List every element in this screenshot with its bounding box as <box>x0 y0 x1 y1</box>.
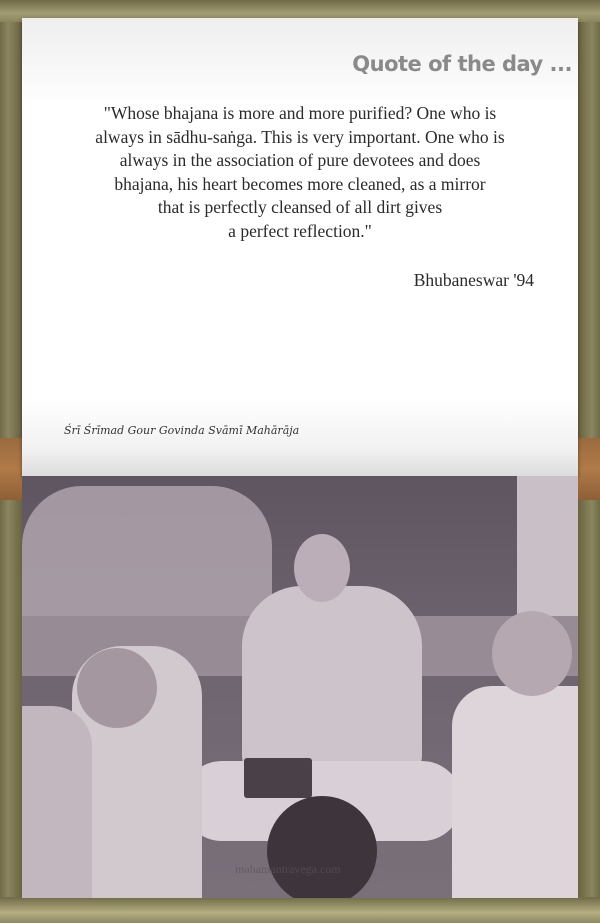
quote-text <box>62 102 538 243</box>
quote-line: a perfect reflection." <box>228 220 372 241</box>
quote-line: always in the association of pure devotees and does <box>119 150 481 170</box>
quote-place: Bhubaneswar '94 <box>413 270 534 290</box>
photo <box>22 476 578 898</box>
photo-central-figure <box>242 586 422 776</box>
photo-right-figure <box>452 686 578 898</box>
quote-line: bhajana, his heart becomes more cleaned, as a mirror <box>114 173 486 194</box>
photo-figure-right-top <box>517 476 578 616</box>
photo-central-head <box>294 534 350 602</box>
photo-book <box>244 758 312 798</box>
page-title: Quote of the day ... <box>352 52 572 76</box>
quote-line: always in sādhu-saṅga. This is very important. One who is <box>95 126 505 147</box>
photo-foreground-head <box>267 796 377 898</box>
quote-author: Śrī Śrīmad Gour Govinda Svāmī Mahārāja <box>64 424 300 437</box>
quote-line: that is perfectly cleansed of all dirt gives <box>157 197 443 217</box>
photo-watermark: mahamantravega.com <box>235 862 341 876</box>
quote-card <box>22 18 578 476</box>
frame-bottom <box>0 897 600 923</box>
photo-right-head <box>492 611 572 696</box>
photo-bottom-left-figure <box>22 706 92 898</box>
photo-arch <box>22 486 272 616</box>
quote-line: "Whose bhajana is more and more purified? One who is <box>103 103 497 123</box>
photo-left-head <box>77 648 157 728</box>
